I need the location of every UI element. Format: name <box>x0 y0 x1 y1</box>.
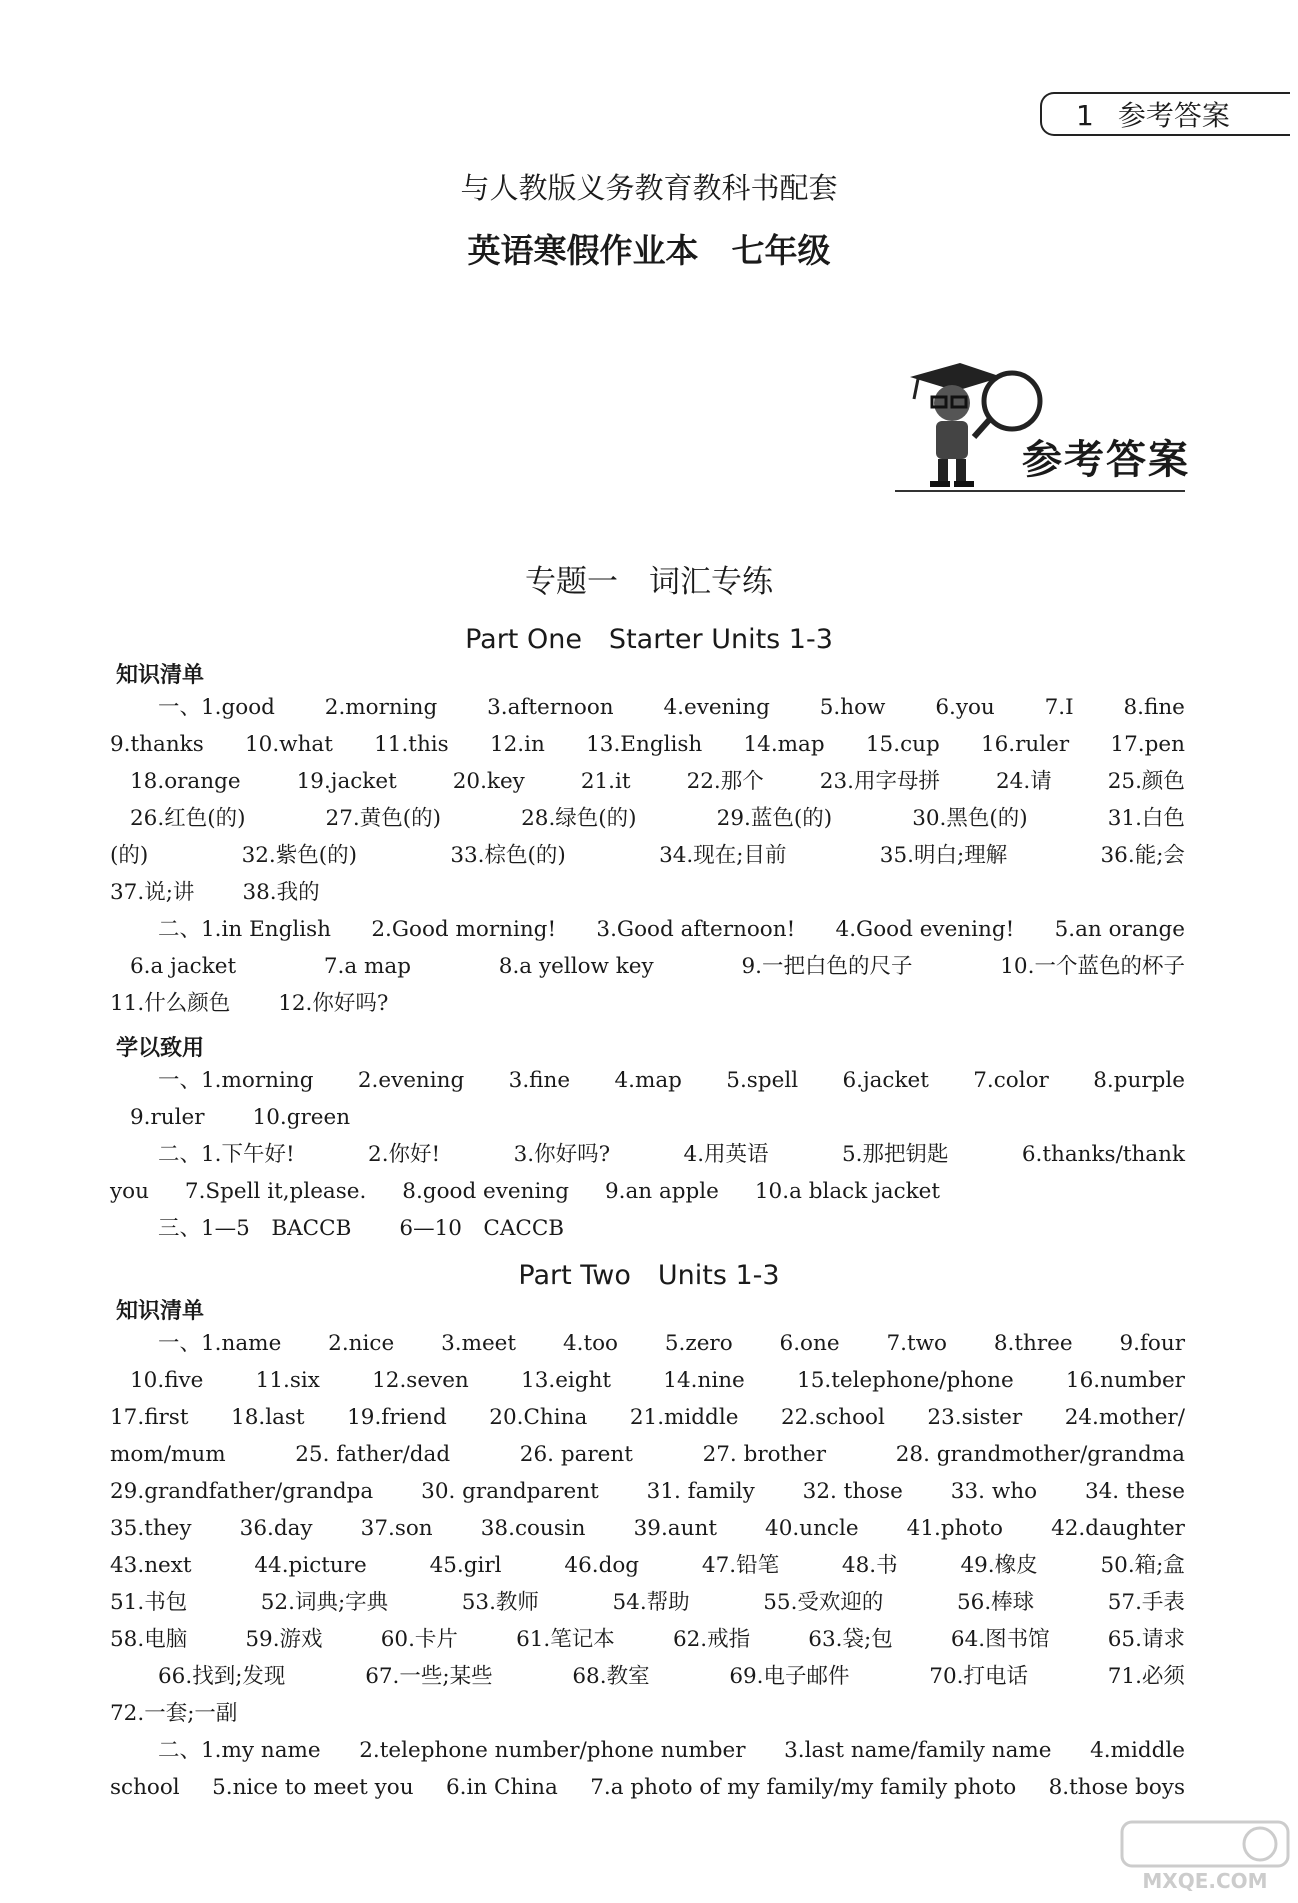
answer-item: 70.打电话 <box>929 1664 1028 1689</box>
answer-item: 3.你好吗? <box>513 1142 611 1167</box>
answer-line <box>130 767 1185 797</box>
answer-item: 45.girl <box>429 1553 502 1578</box>
answer-item: 13.English <box>586 732 703 757</box>
answer-item: 42.daughter <box>1051 1516 1185 1541</box>
answer-item: 50.箱;盒 <box>1100 1553 1185 1578</box>
answer-item: 40.uncle <box>765 1516 859 1541</box>
answer-item: 4.too <box>562 1331 618 1356</box>
answer-item: 6.jacket <box>842 1068 929 1093</box>
answer-item: 7.a map <box>323 954 412 979</box>
answer-item: 5.zero <box>664 1331 733 1356</box>
answer-item: 7.color <box>973 1068 1049 1093</box>
answer-item: 33.棕色(的) <box>450 843 566 868</box>
watermark-text: MXQE.COM <box>1142 1869 1268 1893</box>
answer-item: 16.number <box>1065 1368 1185 1393</box>
answer-logo-label: 参考答案 <box>1022 436 1190 483</box>
answer-line <box>130 804 1185 834</box>
answer-item: 37.说;讲 <box>110 880 195 905</box>
answer-item: 16.ruler <box>980 732 1070 757</box>
answer-item: 3.meet <box>441 1331 517 1356</box>
answer-item: 55.受欢迎的 <box>763 1590 884 1615</box>
answer-item: 35.明白;理解 <box>879 843 1008 868</box>
answer-item: 6.thanks/thank <box>1021 1142 1185 1167</box>
answer-item: 26. parent <box>519 1442 633 1467</box>
answer-line <box>158 693 1185 723</box>
answer-item: 3.afternoon <box>487 695 614 720</box>
answer-line <box>110 1440 1185 1470</box>
answer-line <box>110 878 1185 908</box>
answer-item: 33. who <box>950 1479 1038 1504</box>
answer-item: 17.first <box>110 1405 189 1430</box>
answer-item: 2.Good morning! <box>371 917 557 942</box>
answer-item: 19.jacket <box>296 769 397 794</box>
answer-item: 二、1.my name <box>158 1738 321 1763</box>
answer-item: 30.黑色(的) <box>912 806 1028 831</box>
answer-line <box>110 1773 1185 1803</box>
answer-item: 31. family <box>646 1479 755 1504</box>
answer-item: 一、1.name <box>158 1331 282 1356</box>
answer-item: 9.ruler <box>130 1105 205 1130</box>
answer-line <box>110 1403 1185 1433</box>
answer-item: 24.mother/ <box>1064 1405 1185 1430</box>
answer-item: 63.袋;包 <box>808 1627 893 1652</box>
answer-item: you <box>110 1179 149 1204</box>
watermark-logo-icon <box>1120 1820 1290 1895</box>
answer-line <box>110 730 1185 760</box>
answer-item: 46.dog <box>564 1553 640 1578</box>
answer-item: 72.一套;一副 <box>110 1701 238 1726</box>
answer-item: 29.grandfather/grandpa <box>110 1479 374 1504</box>
answer-line <box>158 1140 1185 1170</box>
answer-item: 35.they <box>110 1516 192 1541</box>
answer-item: 3.last name/family name <box>784 1738 1052 1763</box>
answer-line <box>110 1625 1185 1655</box>
answer-item: 10.a black jacket <box>754 1179 940 1204</box>
answer-item: 9.一把白色的尺子 <box>741 954 913 979</box>
answer-item: 26.红色(的) <box>130 806 246 831</box>
answer-item: 6.a jacket <box>130 954 237 979</box>
answer-item: 71.必须 <box>1107 1664 1185 1689</box>
answer-line <box>158 1066 1185 1096</box>
answer-item: 30. grandparent <box>421 1479 599 1504</box>
answer-item: 68.教室 <box>572 1664 650 1689</box>
answer-item: 28.绿色(的) <box>521 806 637 831</box>
answer-item: 32.紫色(的) <box>241 843 358 868</box>
answer-item: 2.你好! <box>368 1142 441 1167</box>
answer-item: 二、1.下午好! <box>158 1142 295 1167</box>
answer-item: 27.黄色(的) <box>325 806 442 831</box>
answer-item: 62.戒指 <box>672 1627 751 1652</box>
answer-item: 54.帮助 <box>612 1590 690 1615</box>
answer-item: 43.next <box>110 1553 192 1578</box>
answer-item: 10.green <box>252 1105 351 1130</box>
answer-item: 2.nice <box>328 1331 395 1356</box>
answer-item: 23.用字母拼 <box>819 769 940 794</box>
answer-line <box>130 1366 1185 1396</box>
answer-line <box>158 1736 1185 1766</box>
answer-item: 4.middle <box>1090 1738 1185 1763</box>
answer-item: 21.middle <box>629 1405 739 1430</box>
answer-item: 25.颜色 <box>1107 769 1185 794</box>
header-tab <box>1040 92 1290 136</box>
answer-line <box>110 841 1185 871</box>
answer-item: 64.图书馆 <box>950 1627 1050 1652</box>
answer-item: 6.in China <box>445 1775 558 1800</box>
answer-item: 41.photo <box>906 1516 1003 1541</box>
answer-item: 5.那把钥匙 <box>841 1142 949 1167</box>
answer-item: 12.seven <box>372 1368 469 1393</box>
answer-item: 21.it <box>580 769 631 794</box>
answer-item: 8.three <box>993 1331 1073 1356</box>
answer-item: 29.蓝色(的) <box>716 806 833 831</box>
answer-item: 53.教师 <box>461 1590 539 1615</box>
topic-title: 专题一 词汇专练 <box>525 564 773 600</box>
answer-item: 18.orange <box>130 769 241 794</box>
answer-item: 5.how <box>819 695 886 720</box>
answer-item: 67.一些;某些 <box>365 1664 493 1689</box>
answer-item: 13.eight <box>521 1368 612 1393</box>
answer-line <box>158 1662 1185 1692</box>
answer-item: 58.电脑 <box>110 1627 188 1652</box>
answer-line <box>110 1514 1185 1544</box>
answer-item: 5.spell <box>726 1068 799 1093</box>
section-heading: 知识清单 <box>116 663 205 688</box>
answer-item: 8.those boys <box>1048 1775 1185 1800</box>
answer-item: 三、1—5 BACCB <box>158 1216 352 1241</box>
answer-item: 57.手表 <box>1107 1590 1185 1615</box>
answer-item: 24.请 <box>996 769 1052 794</box>
answer-item: 8.fine <box>1123 695 1185 720</box>
answer-item: 56.棒球 <box>956 1590 1035 1615</box>
answer-item: 20.China <box>489 1405 588 1430</box>
answer-item: 32. those <box>802 1479 903 1504</box>
part-one-title: Part One Starter Units 1-3 <box>465 624 833 655</box>
answer-item: 36.能;会 <box>1100 843 1185 868</box>
answer-item: 27. brother <box>702 1442 827 1467</box>
answer-item: 7.Spell it,please. <box>184 1179 367 1204</box>
answer-item: 3.fine <box>508 1068 571 1093</box>
answer-item: school <box>110 1775 180 1800</box>
answer-item: 6.one <box>779 1331 840 1356</box>
answer-item: 7.two <box>886 1331 947 1356</box>
answer-item: 14.nine <box>663 1368 745 1393</box>
answer-item: 3.Good afternoon! <box>596 917 796 942</box>
answer-item: (的) <box>110 843 149 868</box>
answer-item: 6—10 CACCB <box>399 1216 565 1241</box>
answer-item: 10.一个蓝色的杯子 <box>1000 954 1185 979</box>
answer-line <box>130 952 1185 982</box>
answer-item: 49.橡皮 <box>960 1553 1038 1578</box>
answer-line <box>110 989 1185 1019</box>
answer-item: 15.telephone/phone <box>797 1368 1014 1393</box>
answer-item: 38.我的 <box>242 880 320 905</box>
answer-item: 8.a yellow key <box>498 954 654 979</box>
answer-item: 10.five <box>130 1368 204 1393</box>
page-number: 1 <box>1076 99 1094 132</box>
answer-item: 47.铅笔 <box>701 1553 780 1578</box>
answer-line <box>110 1588 1185 1618</box>
answer-item: 9.an apple <box>604 1179 719 1204</box>
answer-line <box>110 1477 1185 1507</box>
answer-item: 15.cup <box>865 732 940 757</box>
answer-item: 2.morning <box>324 695 438 720</box>
answer-item: 22.那个 <box>686 769 764 794</box>
answer-item: 8.good evening <box>402 1179 569 1204</box>
answer-item: 2.telephone number/phone number <box>359 1738 746 1763</box>
answer-item: 23.sister <box>927 1405 1023 1430</box>
section-heading: 学以致用 <box>116 1036 205 1061</box>
answer-item: 6.you <box>935 695 995 720</box>
answer-line <box>158 1329 1185 1359</box>
answer-item: 一、1.morning <box>158 1068 314 1093</box>
answer-item: 11.this <box>374 732 449 757</box>
answer-item: 一、1.good <box>158 695 275 720</box>
answer-item: 7.a photo of my family/my family photo <box>590 1775 1017 1800</box>
answer-item: 20.key <box>452 769 525 794</box>
answer-line <box>158 1214 1185 1244</box>
answer-item: mom/mum <box>110 1442 226 1467</box>
answer-item: 12.in <box>489 732 545 757</box>
answer-item: 38.cousin <box>480 1516 586 1541</box>
answer-item: 66.找到;发现 <box>158 1664 286 1689</box>
answer-line <box>130 1103 1185 1133</box>
answer-item: 5.nice to meet you <box>212 1775 414 1800</box>
answer-item: 31.白色 <box>1107 806 1185 831</box>
answer-item: 59.游戏 <box>245 1627 323 1652</box>
answer-item: 65.请求 <box>1107 1627 1185 1652</box>
answer-item: 51.书包 <box>110 1590 188 1615</box>
answer-item: 10.what <box>244 732 333 757</box>
answer-line <box>110 1551 1185 1581</box>
part-two-title: Part Two Units 1-3 <box>518 1260 780 1291</box>
header-label: 参考答案 <box>1117 99 1230 132</box>
answer-item: 8.purple <box>1093 1068 1185 1093</box>
answer-item: 52.词典;字典 <box>260 1590 389 1615</box>
answer-item: 37.son <box>360 1516 433 1541</box>
answer-item: 48.书 <box>841 1553 898 1578</box>
answer-item: 22.school <box>780 1405 885 1430</box>
answer-item: 4.map <box>614 1068 682 1093</box>
answer-item: 36.day <box>239 1516 313 1541</box>
answer-item: 44.picture <box>254 1553 367 1578</box>
answer-item: 19.friend <box>347 1405 447 1430</box>
answer-line <box>110 1177 940 1207</box>
answer-item: 4.用英语 <box>683 1142 769 1167</box>
answer-line <box>110 1699 1185 1729</box>
answer-item: 9.four <box>1119 1331 1185 1356</box>
answer-item: 9.thanks <box>110 732 204 757</box>
divider <box>895 490 1185 492</box>
book-title: 英语寒假作业本 七年级 <box>467 231 831 270</box>
answer-item: 2.evening <box>357 1068 465 1093</box>
subtitle: 与人教版义务教育教科书配套 <box>460 171 838 205</box>
answer-item: 34.现在;目前 <box>659 843 787 868</box>
answer-item: 11.什么颜色 <box>110 991 231 1016</box>
answer-item: 69.电子邮件 <box>729 1664 850 1689</box>
answer-item: 5.an orange <box>1054 917 1185 942</box>
answer-item: 25. father/dad <box>295 1442 451 1467</box>
answer-item: 4.Good evening! <box>835 917 1015 942</box>
answer-item: 14.map <box>743 732 825 757</box>
answer-item: 7.I <box>1044 695 1074 720</box>
answer-item: 60.卡片 <box>380 1627 458 1652</box>
answer-item: 11.six <box>255 1368 320 1393</box>
answer-item: 34. these <box>1084 1479 1185 1504</box>
answer-item: 18.last <box>231 1405 305 1430</box>
answer-item: 17.pen <box>1110 732 1185 757</box>
answer-item: 39.aunt <box>633 1516 717 1541</box>
section-heading: 知识清单 <box>116 1299 205 1324</box>
answer-item: 二、1.in English <box>158 917 332 942</box>
answer-item: 12.你好吗? <box>278 991 389 1016</box>
answer-item: 61.笔记本 <box>516 1627 615 1652</box>
answer-item: 4.evening <box>663 695 770 720</box>
answer-item: 28. grandmother/grandma <box>895 1442 1185 1467</box>
answer-line <box>158 915 1185 945</box>
